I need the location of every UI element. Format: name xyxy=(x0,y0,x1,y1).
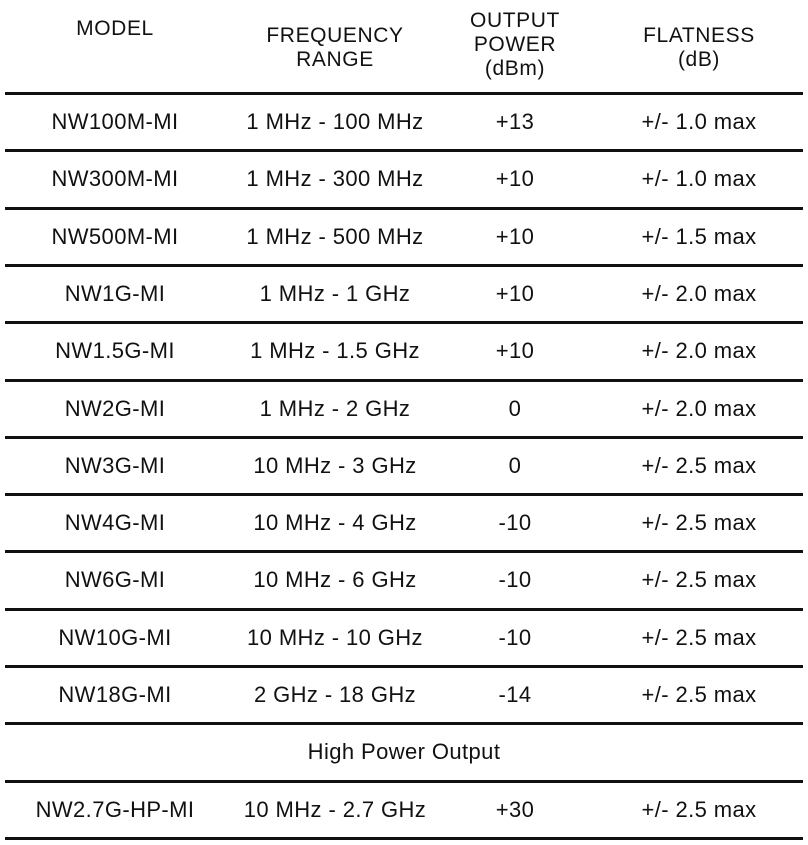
model-cell: NW4G-MI xyxy=(64,510,166,535)
flatness-cell: +/- 2.0 max xyxy=(641,396,757,421)
frequency-range-cell: 1 MHz - 300 MHz xyxy=(246,166,424,191)
flatness-cell: +/- 2.0 max xyxy=(641,281,757,306)
flatness-cell: +/- 2.0 max xyxy=(641,338,757,363)
table-row xyxy=(0,553,808,607)
output-power-cell: -10 xyxy=(498,567,532,592)
table-row xyxy=(0,210,808,264)
flatness-cell: +/- 1.0 max xyxy=(641,109,757,134)
model-cell: NW10G-MI xyxy=(58,625,172,650)
output-power-cell: -10 xyxy=(498,625,532,650)
output-power-cell: 0 xyxy=(508,396,522,421)
header-output-power xyxy=(440,0,590,93)
flatness-cell: +/- 2.5 max xyxy=(641,453,757,478)
output-power-cell: +30 xyxy=(495,797,535,822)
model-cell: NW3G-MI xyxy=(64,453,166,478)
frequency-range-cell: 1 MHz - 500 MHz xyxy=(246,224,424,249)
frequency-range-cell: 1 MHz - 1 GHz xyxy=(259,281,411,306)
output-power-cell: -14 xyxy=(498,682,532,707)
flatness-cell: +/- 1.5 max xyxy=(641,224,757,249)
section-title-high-power: High Power Output xyxy=(307,739,501,764)
header-flatness-line: FLATNESS xyxy=(643,24,755,47)
table-row xyxy=(0,95,808,149)
table-row xyxy=(0,611,808,665)
frequency-range-cell: 1 MHz - 100 MHz xyxy=(246,109,424,134)
frequency-range-cell: 10 MHz - 10 GHz xyxy=(247,625,423,650)
frequency-range-cell: 1 MHz - 1.5 GHz xyxy=(250,338,420,363)
frequency-range-cell: 2 GHz - 18 GHz xyxy=(253,682,417,707)
header-flatness-line: (dB) xyxy=(677,48,721,71)
table-row xyxy=(0,668,808,722)
model-cell: NW500M-MI xyxy=(51,224,179,249)
output-power-cell: -10 xyxy=(498,510,532,535)
header-frequency-range xyxy=(230,0,440,93)
model-cell: NW6G-MI xyxy=(64,567,166,592)
model-cell: NW2.7G-HP-MI xyxy=(35,797,195,822)
output-power-cell: 0 xyxy=(508,453,522,478)
header-frequency-line: RANGE xyxy=(296,48,374,71)
row-divider xyxy=(5,837,803,840)
table-row xyxy=(0,324,808,378)
header-output-line: OUTPUT xyxy=(470,9,560,32)
output-power-cell: +10 xyxy=(495,166,535,191)
header-flatness xyxy=(590,0,808,93)
flatness-cell: +/- 2.5 max xyxy=(641,625,757,650)
table-row xyxy=(0,783,808,837)
model-cell: NW100M-MI xyxy=(51,109,179,134)
flatness-cell: +/- 2.5 max xyxy=(641,797,757,822)
frequency-range-cell: 1 MHz - 2 GHz xyxy=(259,396,411,421)
frequency-range-cell: 10 MHz - 3 GHz xyxy=(253,453,417,478)
table-row xyxy=(0,152,808,206)
flatness-cell: +/- 2.5 max xyxy=(641,567,757,592)
output-power-cell: +10 xyxy=(495,338,535,363)
model-cell: NW1.5G-MI xyxy=(55,338,175,363)
model-cell: NW300M-MI xyxy=(51,166,179,191)
flatness-cell: +/- 1.0 max xyxy=(641,166,757,191)
output-power-cell: +10 xyxy=(495,224,535,249)
header-frequency-line: FREQUENCY xyxy=(266,24,404,47)
table-header xyxy=(0,0,808,93)
header-model-line: MODEL xyxy=(76,17,154,40)
frequency-range-cell: 10 MHz - 2.7 GHz xyxy=(243,797,427,822)
flatness-cell: +/- 2.5 max xyxy=(641,510,757,535)
output-power-cell: +13 xyxy=(495,109,535,134)
table-row xyxy=(0,496,808,550)
model-cell: NW18G-MI xyxy=(58,682,172,707)
model-cell: NW2G-MI xyxy=(64,396,166,421)
output-power-cell: +10 xyxy=(495,281,535,306)
header-model xyxy=(0,0,230,93)
table-row xyxy=(0,267,808,321)
flatness-cell: +/- 2.5 max xyxy=(641,682,757,707)
frequency-range-cell: 10 MHz - 6 GHz xyxy=(253,567,417,592)
table-row xyxy=(0,382,808,436)
table-row xyxy=(0,439,808,493)
header-output-line: POWER xyxy=(473,33,557,56)
frequency-range-cell: 10 MHz - 4 GHz xyxy=(253,510,417,535)
model-cell: NW1G-MI xyxy=(64,281,166,306)
header-output-line: (dBm) xyxy=(484,57,546,80)
